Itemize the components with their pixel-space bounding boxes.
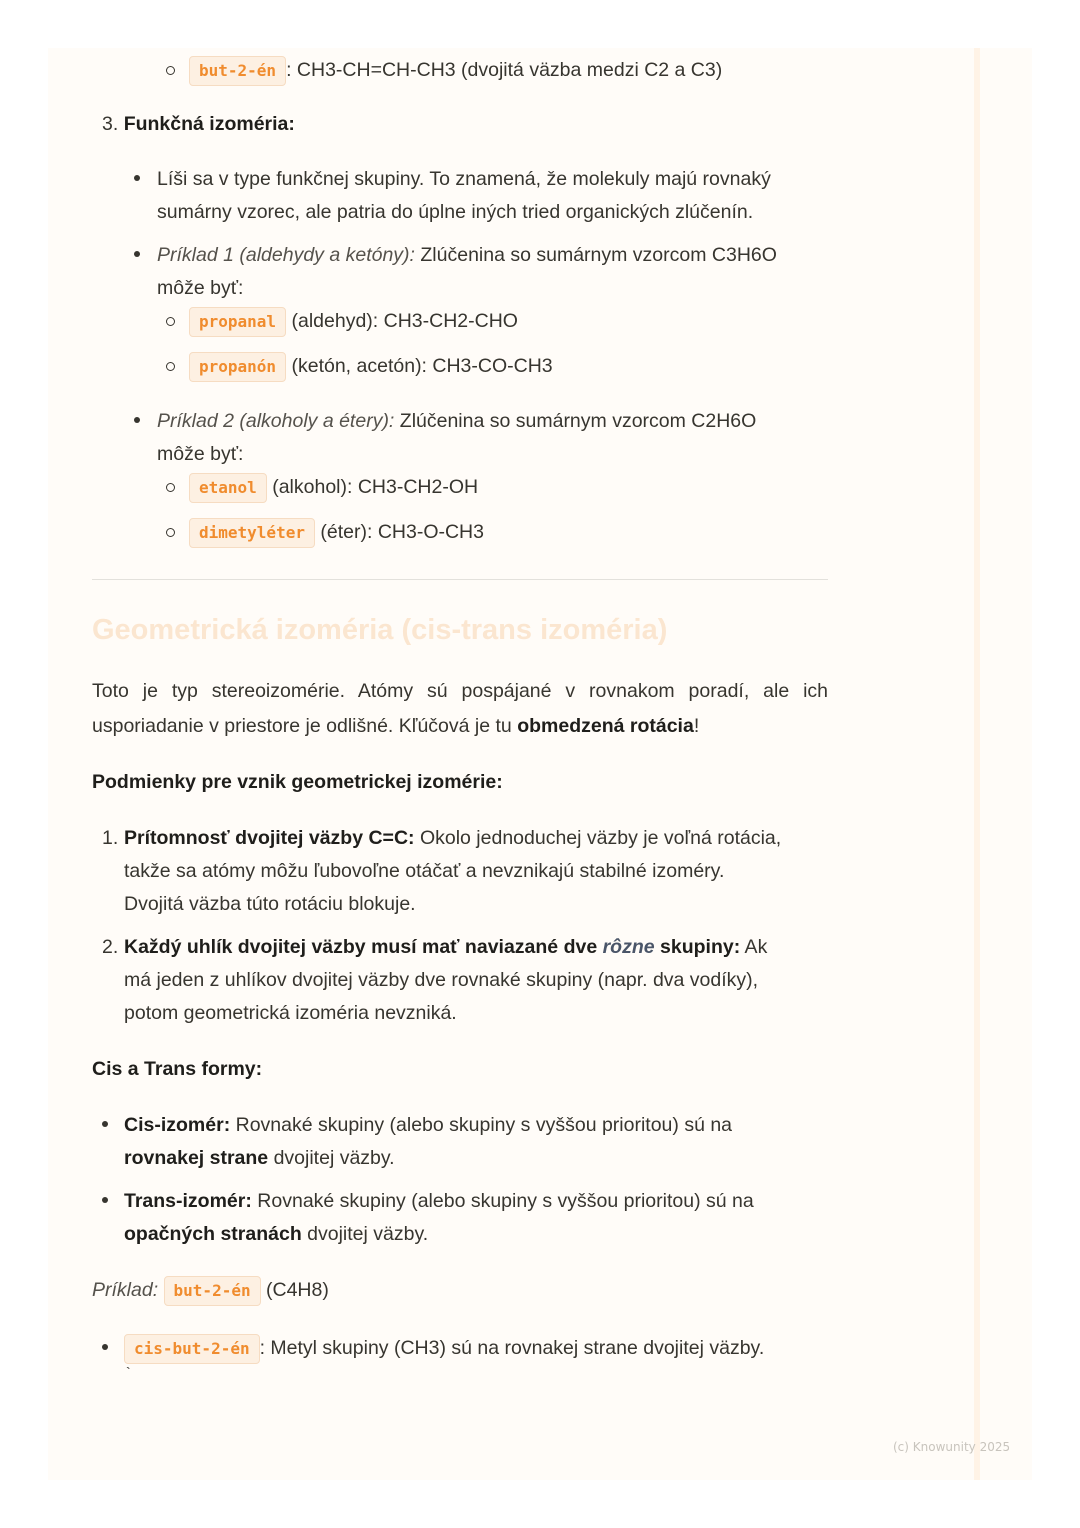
list-number: 2. [102,936,119,958]
page-edge-strip [974,48,980,1480]
trans-text: dvojitej väzby. [301,1223,429,1245]
condition-line: má jeden z uhlíkov dvojitej väzby dve rovnaké skupiny (napr. dva vodíky), [124,969,759,991]
stray-mark: ` [126,1364,131,1380]
condition-line: Okolo jednoduchej väzby je voľná rotácia, [414,827,782,849]
cis-bold: Cis-izomér: [124,1114,231,1136]
intro-paragraph [92,674,828,744]
example-label: Príklad: [92,1279,159,1301]
section-divider [92,579,828,580]
functional-description [157,163,771,229]
bullet-icon [102,1344,108,1350]
condition-2-text [124,931,767,1030]
example-label: Príklad 2 (alkoholy a étery): [157,410,395,432]
circle-bullet-icon [166,362,175,371]
code-etanol: etanol [189,473,267,503]
footer-copyright: (c) Knowunity 2025 [893,1440,1011,1454]
forms-title-text: Cis a Trans formy: [92,1058,263,1080]
example-line [92,1274,329,1307]
condition-bold: Každý uhlík dvojitej väzby musí mať naviazané dve [124,936,603,958]
list-number: 3. [102,113,119,135]
compound-description: (aldehyd): CH3-CH2-CHO [291,310,518,332]
compound-description: (éter): CH3-O-CH3 [320,521,484,543]
compound-description: (alkohol): CH3-CH2-OH [272,476,479,498]
code-cis-but-2-en: cis-but-2-én [124,1334,260,1364]
cis-bold: rovnakej strane [124,1147,269,1169]
condition-2 [102,931,118,964]
cis-text: Rovnaké skupiny (alebo skupiny s vyššou prioritou) sú na [230,1114,733,1136]
desc-line: Líši sa v type funkčnej skupiny. To znamená, že molekuly majú rovnaký [157,168,771,190]
cis-text: dvojitej väzby. [268,1147,395,1169]
intro-line: Toto je typ stereoizomérie. Atómy sú pospájané v rovnakom poradí, ale ich [92,680,828,702]
functional-heading [102,108,295,141]
example-text: Zlúčenina so sumárnym vzorcom C3H6O [414,244,777,266]
conditions-title-text: Podmienky pre vznik geometrickej izomérie: [92,771,503,793]
bullet-icon [134,417,140,423]
condition-line: Ak [740,936,768,958]
code-dimetyleter: dimetyléter [189,518,315,548]
intro-bold: obmedzená rotácia [517,715,694,737]
forms-title [92,1053,262,1086]
condition-bold: Prítomnosť dvojitej väzby C=C: [124,827,415,849]
circle-bullet-icon [166,483,175,492]
section-heading: Geometrická izoméria (cis-trans izoméria) [92,614,668,646]
condition-bold: skupiny: [654,936,741,958]
condition-1 [102,822,118,855]
trans-bold: opačných stranách [124,1223,302,1245]
condition-line: Dvojitá väzba túto rotáciu blokuje. [124,893,416,915]
functional-title: Funkčná izoméria: [123,113,295,135]
condition-line: takže sa atómy môžu ľubovoľne otáčať a nevznikajú stabilné izoméry. [124,860,725,882]
example-2 [157,405,756,471]
list-number: 1. [102,827,119,849]
example-1 [157,239,777,305]
code-but-2-en: but-2-én [189,56,286,86]
condition-emphasis: rôzne [602,936,655,958]
code-but-2-en: but-2-én [164,1276,261,1306]
trans-text: Rovnaké skupiny (alebo skupiny s vyššou prioritou) sú na [251,1190,754,1212]
example-label: Príklad 1 (aldehydy a ketóny): [157,244,415,266]
cis-example-text: : Metyl skupiny (CH3) sú na rovnakej strane dvojitej väzby. [259,1337,765,1359]
example-text: môže byť: [157,277,244,299]
circle-bullet-icon [166,66,175,75]
condition-line: potom geometrická izoméria nevzniká. [124,1002,457,1024]
code-propanal: propanal [189,307,286,337]
bullet-icon [134,175,140,181]
intro-end: ! [693,715,700,737]
top-formula: : CH3-CH=CH-CH3 (dvojitá väzba medzi C2 a C3) [286,59,723,81]
bullet-icon [102,1197,108,1203]
example-text: Zlúčenina so sumárnym vzorcom C2H6O [394,410,757,432]
circle-bullet-icon [166,317,175,326]
trans-item [124,1185,754,1251]
desc-line: sumárny vzorec, ale patria do úplne iných tried organických zlúčenín. [157,201,754,223]
intro-line: usporiadanie v priestore je odlišné. Kľúčová je tu [92,715,518,737]
compound-description: (ketón, acetón): CH3-CO-CH3 [291,355,553,377]
example-text: môže byť: [157,443,244,465]
cis-item [124,1109,732,1175]
condition-1-text [124,822,781,921]
cis-example [124,1332,764,1365]
circle-bullet-icon [166,528,175,537]
trans-bold: Trans-izomér: [124,1190,252,1212]
conditions-title [92,766,503,799]
code-propanon: propanón [189,352,286,382]
bullet-icon [102,1121,108,1127]
bullet-icon [134,251,140,257]
example-formula: (C4H8) [266,1279,329,1301]
